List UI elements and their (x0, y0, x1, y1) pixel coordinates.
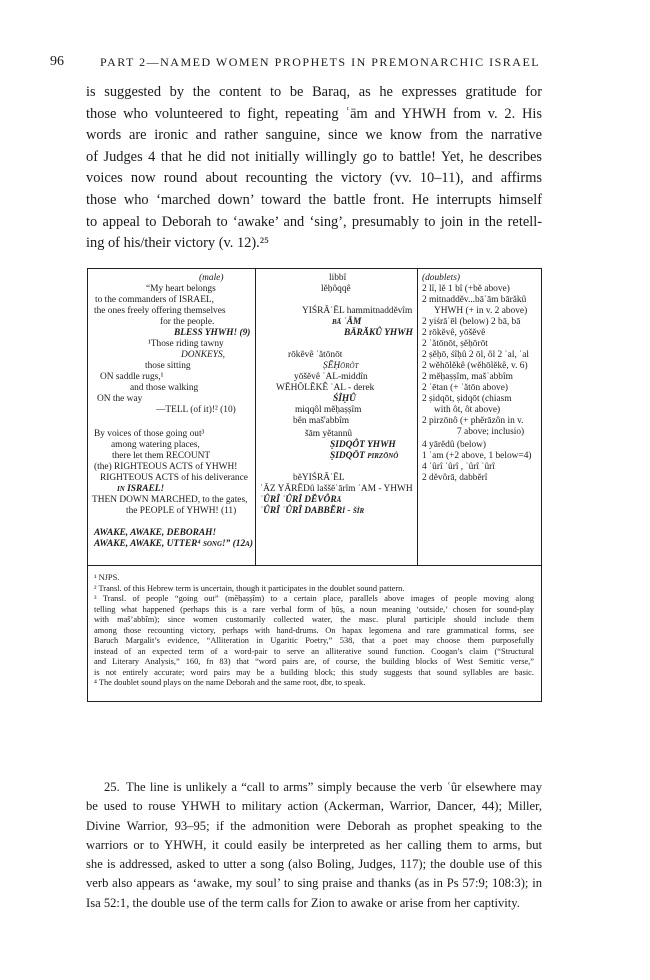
table-line: —TELL (of it)!² (10) (156, 405, 236, 415)
table-line: bên maš'abbîm (293, 416, 350, 426)
table-line: 2 ʾētan (+ ʾătōn above) (422, 383, 508, 393)
page-number: 96 (50, 54, 64, 69)
table-line: 2 ʾătōnōt, ṣĕḥōrōt (422, 339, 488, 349)
footnote-marker: 25. (104, 780, 120, 794)
table-line: yōšĕvê ʿAL-middîn (294, 372, 368, 382)
table-line: WĔHŌLĔKÊ ʿAL - derek (276, 383, 375, 393)
running-title: PART 2—NAMED WOMEN PROPHETS IN PREMONARCHIC ISRAEL (100, 55, 541, 69)
table-line: rōkĕvê ʾătōnōt (288, 350, 343, 360)
table-line: ʾĀZ YĀRĔDû laššĕʿārîm ʿAM - YHWH (260, 484, 413, 494)
table-line: lĕḥôqqê (321, 284, 351, 294)
table-line: 1 ʿam (+2 above, 1 below=4) (422, 451, 532, 461)
footnote-line: Isa 52:1, the double use of the term calls for Zion to awake or arise from her captivity. (86, 895, 520, 910)
poem-analysis-table (87, 268, 542, 702)
table-line: ṢĔḤōrôt (323, 361, 359, 371)
table-footnote: instead of an expected term of a word-pair to serve an alliterative sound function. Coogan’s claim (“Structural (94, 646, 534, 656)
table-line: (doublets) (422, 273, 461, 283)
table-line: “My heart belongs (146, 284, 216, 294)
table-line: AWAKE, AWAKE, DEBORAH! (94, 528, 217, 538)
body-line: is suggested by the content to be Baraq, as he expresses gratitude for (86, 84, 542, 100)
footnote-line-text: The line is unlikely a “call to arms” simply because the verb ʿûr elsewhere may (126, 780, 542, 794)
table-line: BLESS YHWH! (9) (174, 328, 251, 338)
table-line: 7 above; inclusio) (457, 427, 525, 437)
table-line: ¹Those riding tawny (148, 339, 224, 349)
running-header (50, 54, 550, 72)
footnote-line: Divine Warrior, 93–95; if the admonition were Deborah as prophet speaking to the (86, 818, 542, 833)
table-line: bĕYIŚRĀʾĒL (293, 473, 345, 483)
table-footnote: ¹ NJPS. (94, 573, 120, 582)
table-line: those sitting (145, 361, 191, 371)
table-line: (the) RIGHTEOUS ACTS of YHWH! (94, 462, 238, 472)
table-line: 2 yiśrāʾēl (below) 2 bā, bā (422, 317, 521, 327)
table-divider (88, 565, 541, 566)
table-footnote: ² Transl. of this Hebrew term is uncertain, though it participates in the doublet sound pattern. (94, 583, 405, 593)
table-footnote: and Literary Analysis,” 160, fn 83) that “word pairs are, of course, the building blocks of West Semitic verse,” (94, 657, 534, 666)
table-line: the ones freely offering themselves (94, 306, 226, 316)
table-line: AWAKE, AWAKE, UTTER⁴ song!” (12a) (94, 539, 253, 549)
table-footnotes (94, 573, 534, 689)
table-line: among watering places, (111, 440, 200, 450)
table-line: 4 yārĕdû (below) (422, 440, 487, 450)
footnote-line: warriors or to YHWH, it could easily be interpreted as her calling them to arms, but (86, 837, 542, 852)
footnote-line: verb also appears as ‘awake, my soul’ to sing praise and thanks (as in Ps 57:9; 108:3); in (86, 876, 542, 891)
body-line: words are ironic and rather sanguine, since we know from the narrative (86, 127, 542, 144)
table-line: THEN DOWN MARCHED, to the gates, (92, 495, 248, 505)
footnote-25 (86, 778, 542, 913)
table-line: 2 lî, lĕ 1 bî (+bĕ above) (422, 284, 510, 294)
table-line: and those walking (130, 383, 199, 393)
table-line: ṢIDQŌT pirzōnô (330, 451, 399, 461)
table-line: DONKEYS, (181, 350, 226, 360)
table-line: 2 rōkĕvê, yōšĕvê (422, 328, 486, 338)
table-footnote: Baruch Margalit’s evidence, “Alliteration in Ugaritic Poetry,” 538, that a poet may choose them purposefully (94, 636, 534, 645)
table-line: to the commanders of ISRAEL, (95, 295, 214, 305)
translation-column (88, 269, 256, 565)
footnote-line (86, 778, 542, 797)
table-line: šām yĕtannû (305, 429, 353, 439)
table-line: 2 ṣĕḥō, śîḥû 2 ōl, ôl 2 ʿal, ʿal (422, 350, 530, 360)
table-footnote: with maš’abbîm); since women customarily collected water, the masc. plural participle should include them (94, 615, 534, 624)
body-line: ing of his/their victory (v. 12).²⁵ (86, 235, 270, 252)
table-line: ʿÛRÎ ʿÛRÎ DABBĔRî - šîr (260, 506, 365, 516)
table-line: ŚÎḤÛ (333, 394, 356, 404)
table-line: 2 wĕhōlĕkê (wĕhōlĕkê, v. 6) (422, 361, 528, 371)
table-footnote: is not entirely accurate; word pairs may be a building block; this study suggests that sound syllables are basic. (94, 667, 534, 677)
table-line: By voices of those going out³ (94, 429, 205, 439)
table-line: (male) (199, 273, 224, 283)
table-line: the PEOPLE of YHWH! (11) (126, 506, 237, 516)
table-line: miqqôl mĕḥaṣṣîm (295, 405, 362, 415)
table-line: BĀRĂKÛ YHWH (344, 328, 413, 338)
table-line: ON the way (97, 394, 143, 404)
table-line: RIGHTEOUS ACTS of his deliverance (100, 473, 248, 483)
table-footnote: ⁴ The doublet sound plays on the name Deborah and the same root, dbr, to speak. (94, 678, 366, 687)
table-line: libbî (329, 273, 347, 283)
body-line: to appeal to Deborah to ‘awake’ and ‘sing’, presumably to join in the retell- (86, 213, 542, 230)
doublets-column (417, 269, 541, 565)
body-paragraph (86, 82, 542, 255)
table-footnote: among those recounting victory, perhaps with hand-drums. On hapax legomena and rare grammatical forms, see (94, 625, 534, 635)
table-line: 2 mitnaddĕv...bāʿām bārăkû (422, 295, 527, 305)
table-line: ʿÛRÎ ʿÛRÎ DĔVÔRā (260, 495, 342, 505)
table-line: YIŚRĀʾĒL hammitnaddĕvîm (302, 306, 413, 316)
footnote-line: she is addressed, asked to utter a song (also Boling, Judges, 117); the double use of this (86, 857, 542, 872)
body-line: those who ‘marched down’ toward the battle front. He interrupts himself (86, 191, 542, 208)
body-line: voices now round about recounting the victory (vv. 10–11), and affirms (86, 170, 542, 187)
table-line: 2 mĕḥaṣṣîm, mašʾabbîm (422, 372, 513, 382)
table-footnote: telling what happened (perhaps this is a rare verbal form of ḥûṣ, a noun meaning ‘outside,’ chosen for sound-play (94, 604, 534, 614)
table-line: in ISRAEL! (117, 484, 165, 494)
table-line: 2 dĕvôrā, dabbĕrî (422, 473, 488, 483)
table-line: bā ʿĀM (332, 317, 362, 327)
body-line: of Judges 4 that he did not initially willingly go to battle! Yet, he describes (86, 148, 542, 165)
table-footnote: ³ Transl. of people “going out” (mĕḥaṣṣîm) to a certain place, parallels above images of people moving along (94, 594, 534, 603)
table-line: 2 ṣidqōt, ṣidqōt (chiasm (422, 394, 512, 404)
table-line: 2 pirzōnô (+ phĕrāzôn in v. (422, 416, 524, 426)
table-line: for the people. (160, 317, 215, 327)
table-line: YHWH (+ in v. 2 above) (434, 306, 528, 316)
table-line: with ôt, ôt above) (434, 405, 501, 415)
table-line: there let them RECOUNT (112, 451, 211, 461)
body-line: those who volunteered to fight, repeating ʿām and YHWH from v. 2. His (86, 105, 542, 122)
footnote-line: be used to rouse YHWH to military action (Ackerman, Warrior, Dancer, 44); Miller, (86, 799, 542, 814)
hebrew-column (255, 269, 418, 565)
table-line: ON saddle rugs,¹ (100, 372, 164, 382)
table-line: ṢIDQÔT YHWH (330, 440, 396, 450)
table-line: 4 ʿûrî ʿûrî , ʿûrî ʿûrî (422, 462, 495, 472)
